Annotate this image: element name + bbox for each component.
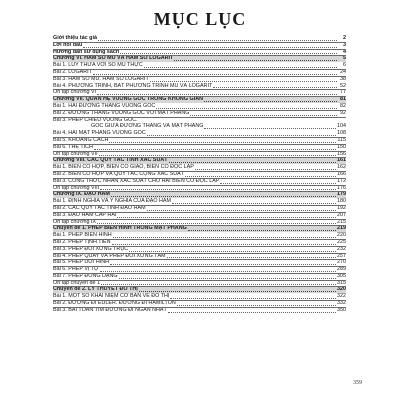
toc-entry-page: 108 [337, 130, 346, 137]
toc-entry [53, 62, 346, 69]
toc-entry [53, 157, 346, 164]
toc-entry-page: 232 [337, 245, 346, 252]
toc-entry [53, 232, 346, 239]
toc-entry [53, 137, 346, 144]
page-number: 359 [353, 380, 362, 386]
toc-entry-page: 77 [340, 89, 346, 96]
toc-entry-page: 172 [337, 177, 346, 184]
toc-entry-label: Bài 2. ĐƯỜNG ĐI EULER. ĐƯỜNG ĐI HAMILTON [53, 300, 176, 307]
toc-entry [53, 198, 346, 205]
toc-entry-page: 161 [337, 157, 346, 164]
toc-entry [53, 49, 346, 56]
toc-entry-page: 81 [340, 96, 346, 103]
toc-entry [53, 103, 346, 110]
toc-entry-label: Bài 2. CÁC QUY TẮC TÍNH ĐẠO HÀM [53, 204, 146, 211]
toc-entry [53, 266, 346, 273]
toc-entry [53, 83, 346, 90]
toc-entry [53, 110, 346, 117]
toc-entry-label: Chương VIII. CÁC QUY TẮC TÍNH XÁC SUẤT [53, 157, 168, 164]
toc-entry-page: 176 [337, 184, 346, 191]
toc-entry-label: Lời nói đầu [53, 41, 83, 48]
dot-leader [185, 173, 336, 177]
toc-entry-page: 38 [340, 75, 346, 82]
toc-entry-label: Bài 6. PHÉP VỊ TỰ [53, 266, 99, 273]
toc-entry-label: Ôn tập chương VI [53, 89, 97, 96]
toc-entry-page: 6 [343, 62, 346, 69]
toc-entry-page: 3 [343, 41, 346, 48]
dot-leader [97, 91, 337, 95]
toc-entry-label: Ôn tập chương VIII [53, 184, 100, 191]
toc-entry-label: Bài 4. PHÉP QUAY VÀ PHÉP ĐỐI XỨNG TÂM [53, 252, 166, 259]
toc-entry-page: 4 [343, 48, 346, 55]
dot-leader [156, 105, 337, 109]
dot-leader [213, 84, 337, 88]
toc-entry-page: 219 [337, 225, 346, 232]
dot-leader [147, 132, 336, 136]
dot-leader [100, 186, 336, 190]
toc-entry-page: 315 [337, 279, 346, 286]
toc-entry [53, 178, 346, 185]
toc-entry-page: 257 [337, 252, 346, 259]
toc-entry-label: Bài 4. HAI MẶT PHẲNG VUÔNG GÓC [53, 130, 146, 137]
dot-leader [101, 281, 336, 285]
toc-entry-page: 166 [337, 170, 346, 177]
dot-leader [147, 207, 336, 211]
dot-leader [170, 295, 336, 299]
dot-leader [169, 159, 336, 163]
toc-entry-label: Chương IX. ĐẠO HÀM [53, 191, 110, 198]
toc-entry-label: Bài 1. PHÉP BIẾN HÌNH [53, 232, 112, 239]
toc-entry-label: Bài 2. BIẾN CỐ HỢP VÀ QUY TẮC CỘNG XÁC SUẤT [53, 170, 185, 177]
toc-entry-label: Bài 1. MỘT SỐ KHÁI NIỆM CƠ BẢN VỀ ĐỒ THỊ [53, 293, 170, 300]
toc-entry [53, 253, 346, 260]
toc-entry-page: 156 [337, 150, 346, 157]
toc-entry [53, 76, 346, 83]
toc-entry-page: 104 [337, 123, 346, 130]
toc-entry [53, 293, 346, 300]
toc-entry [53, 89, 346, 96]
toc-entry-label: GÓC GIỮA ĐƯỜNG THẲNG VÀ MẶT PHẲNG [91, 123, 204, 130]
dot-leader [97, 220, 336, 224]
dot-leader [109, 139, 336, 143]
toc-entry-label: Ôn tập chuyên đề 1 [53, 279, 101, 286]
toc-entry [53, 144, 346, 151]
toc-entry-label: Bài 3. PHÉP CHIẾU VUÔNG GÓC. [53, 116, 138, 123]
toc-entry [53, 96, 346, 103]
toc-entry-page: 207 [337, 211, 346, 218]
dot-leader [119, 275, 336, 279]
toc-entry [53, 69, 346, 76]
toc-entry-page: 192 [337, 204, 346, 211]
toc-entry [53, 42, 346, 49]
toc-entry-label: Bài 3. ĐẠO HÀM CẤP HAI [53, 211, 117, 218]
dot-leader [190, 112, 337, 116]
toc-entry-page: 322 [337, 293, 346, 300]
toc-entry-label: Ôn tập chương IX [53, 218, 97, 225]
toc-entry-page: 52 [340, 82, 346, 89]
dot-leader [113, 234, 336, 238]
toc-entry-page: 320 [337, 286, 346, 293]
toc-entry-page: 179 [337, 191, 346, 198]
toc-entry-page: 225 [337, 238, 346, 245]
toc-entry [53, 117, 346, 124]
toc-entry [53, 130, 346, 137]
toc-entry [53, 239, 346, 246]
dot-leader [139, 288, 336, 292]
dot-leader [174, 57, 337, 61]
dot-leader [188, 227, 336, 231]
toc-entry-page: 162 [337, 164, 346, 171]
toc-entry [53, 212, 346, 219]
toc-entry [53, 300, 346, 307]
toc-entry-label: Bài 3. PHÉP ĐỐI XỨNG TRỤC [53, 245, 129, 252]
dot-leader [83, 44, 337, 48]
dot-leader [111, 193, 336, 197]
table-of-contents [53, 35, 346, 375]
toc-entry [53, 164, 346, 171]
toc-entry-label: Chương VI. HÀM SỐ MŨ VÀ HÀM SỐ LÔGARIT [53, 55, 174, 62]
toc-entry-page: 270 [337, 259, 346, 266]
toc-entry [53, 286, 346, 293]
toc-entry [53, 55, 346, 62]
toc-entry [53, 35, 346, 42]
toc-entry [53, 171, 346, 178]
dot-leader [100, 268, 336, 272]
toc-entry-label: Chuyên đề 1. PHÉP BIẾN HÌNH TRONG MẶT PHẲNG [53, 225, 187, 232]
toc-entry [53, 205, 346, 212]
toc-entry-page: 350 [337, 306, 346, 313]
dot-leader [172, 200, 336, 204]
toc-entry-label: Bài 5. PHÉP DỜI HÌNH [53, 259, 110, 266]
toc-entry-label: Chuyên đề 2. LÝ THUYẾT ĐỒ THỊ [53, 286, 138, 293]
page-title: MỤC LỤC [153, 9, 247, 29]
toc-entry [53, 273, 346, 280]
toc-entry-label: Bài 5. KHOẢNG CÁCH [53, 136, 109, 143]
dot-leader [99, 152, 336, 156]
dot-leader [204, 125, 336, 129]
toc-entry-label: Bài 6. THỂ TÍCH [53, 143, 93, 150]
toc-entry-page: 92 [340, 109, 346, 116]
dot-leader [177, 302, 336, 306]
toc-entry [53, 246, 346, 253]
toc-entry [53, 219, 346, 226]
toc-entry-page: 305 [337, 272, 346, 279]
toc-entry-label: Bài 3. BÀI TOÁN TÌM ĐƯỜNG ĐI NGẮN NHẤT [53, 306, 167, 313]
toc-entry-label: Giới thiệu tác giả [53, 35, 97, 41]
toc-entry-label: Bài 1. BIẾN CỐ HỢP, BIẾN CỐ GIAO, BIẾN CỐ ĐỘC LẬP [53, 164, 194, 171]
toc-entry-page: 215 [337, 218, 346, 225]
toc-entry-page: 5 [343, 55, 346, 62]
toc-entry [53, 191, 346, 198]
toc-entry-label: Bài 4. PHƯƠNG TRÌNH, BẤT PHƯƠNG TRÌNH MŨ VÀ LÔGARIT [53, 82, 213, 89]
toc-entry [53, 151, 346, 158]
toc-entry-label: Bài 3. CÔNG THỨC NHÂN XÁC SUẤT CHO HAI BIẾN CỐ ĐỘC LẬP [53, 177, 220, 184]
dot-leader [204, 98, 337, 102]
toc-entry-label: Hướng dẫn sử dụng sách [53, 48, 120, 55]
toc-entry-page: 24 [340, 68, 346, 75]
dot-leader [120, 50, 337, 54]
toc-entry-page: 289 [337, 266, 346, 273]
dot-leader [94, 146, 336, 150]
dot-leader [150, 78, 337, 82]
dot-leader [112, 241, 336, 245]
dot-leader [220, 180, 336, 184]
toc-entry-page: 332 [337, 300, 346, 307]
toc-entry-label: Bài 1. HAI ĐƯỜNG THẲNG VUÔNG GÓC [53, 102, 156, 109]
dot-leader [195, 166, 336, 170]
toc-entry [53, 225, 346, 232]
toc-entry-page: 150 [337, 143, 346, 150]
toc-entry-label: Ôn tập chương VII [53, 150, 98, 157]
toc-entry-label: Bài 3. HÀM SỐ MŨ. HÀM SỐ LÔGARIT [53, 75, 149, 82]
dot-leader [93, 71, 337, 75]
dot-leader [98, 37, 337, 41]
toc-entry-label: Bài 7. PHÉP ĐỒNG DẠNG [53, 272, 118, 279]
toc-entry [53, 280, 346, 287]
dot-leader [110, 261, 336, 265]
toc-entry-label: Bài 2. ĐƯỜNG THẲNG VUÔNG GÓC VỚI MẶT PHẲNG [53, 109, 190, 116]
toc-entry [53, 259, 346, 266]
toc-entry-page: 220 [337, 232, 346, 239]
dot-leader [117, 214, 336, 218]
toc-entry-page: 82 [340, 102, 346, 109]
dot-leader [167, 254, 336, 258]
toc-entry [53, 185, 346, 192]
toc-entry-label: Bài 1. LUỸ THỪA VỚI SỐ MŨ THỰC [53, 62, 143, 69]
dot-leader [129, 248, 336, 252]
toc-entry-page: 180 [337, 198, 346, 205]
toc-entry-label: Bài 1. ĐỊNH NGHĨA VÀ Ý NGHĨA CỦA ĐẠO HÀM [53, 198, 172, 205]
dot-leader [144, 64, 337, 68]
toc-entry-label: Bài 2. LÔGARIT [53, 68, 92, 75]
toc-entry [53, 123, 346, 130]
toc-entry [53, 307, 346, 314]
dot-leader [168, 309, 336, 313]
toc-entry-label: Chương VII. QUAN HỆ VUÔNG GÓC TRONG KHÔNG GIAN [53, 96, 203, 103]
toc-entry-label: Bài 2. PHÉP TỊNH TIẾN [53, 238, 111, 245]
toc-entry-page: 115 [337, 136, 346, 143]
toc-entry-page: 2 [343, 35, 346, 41]
